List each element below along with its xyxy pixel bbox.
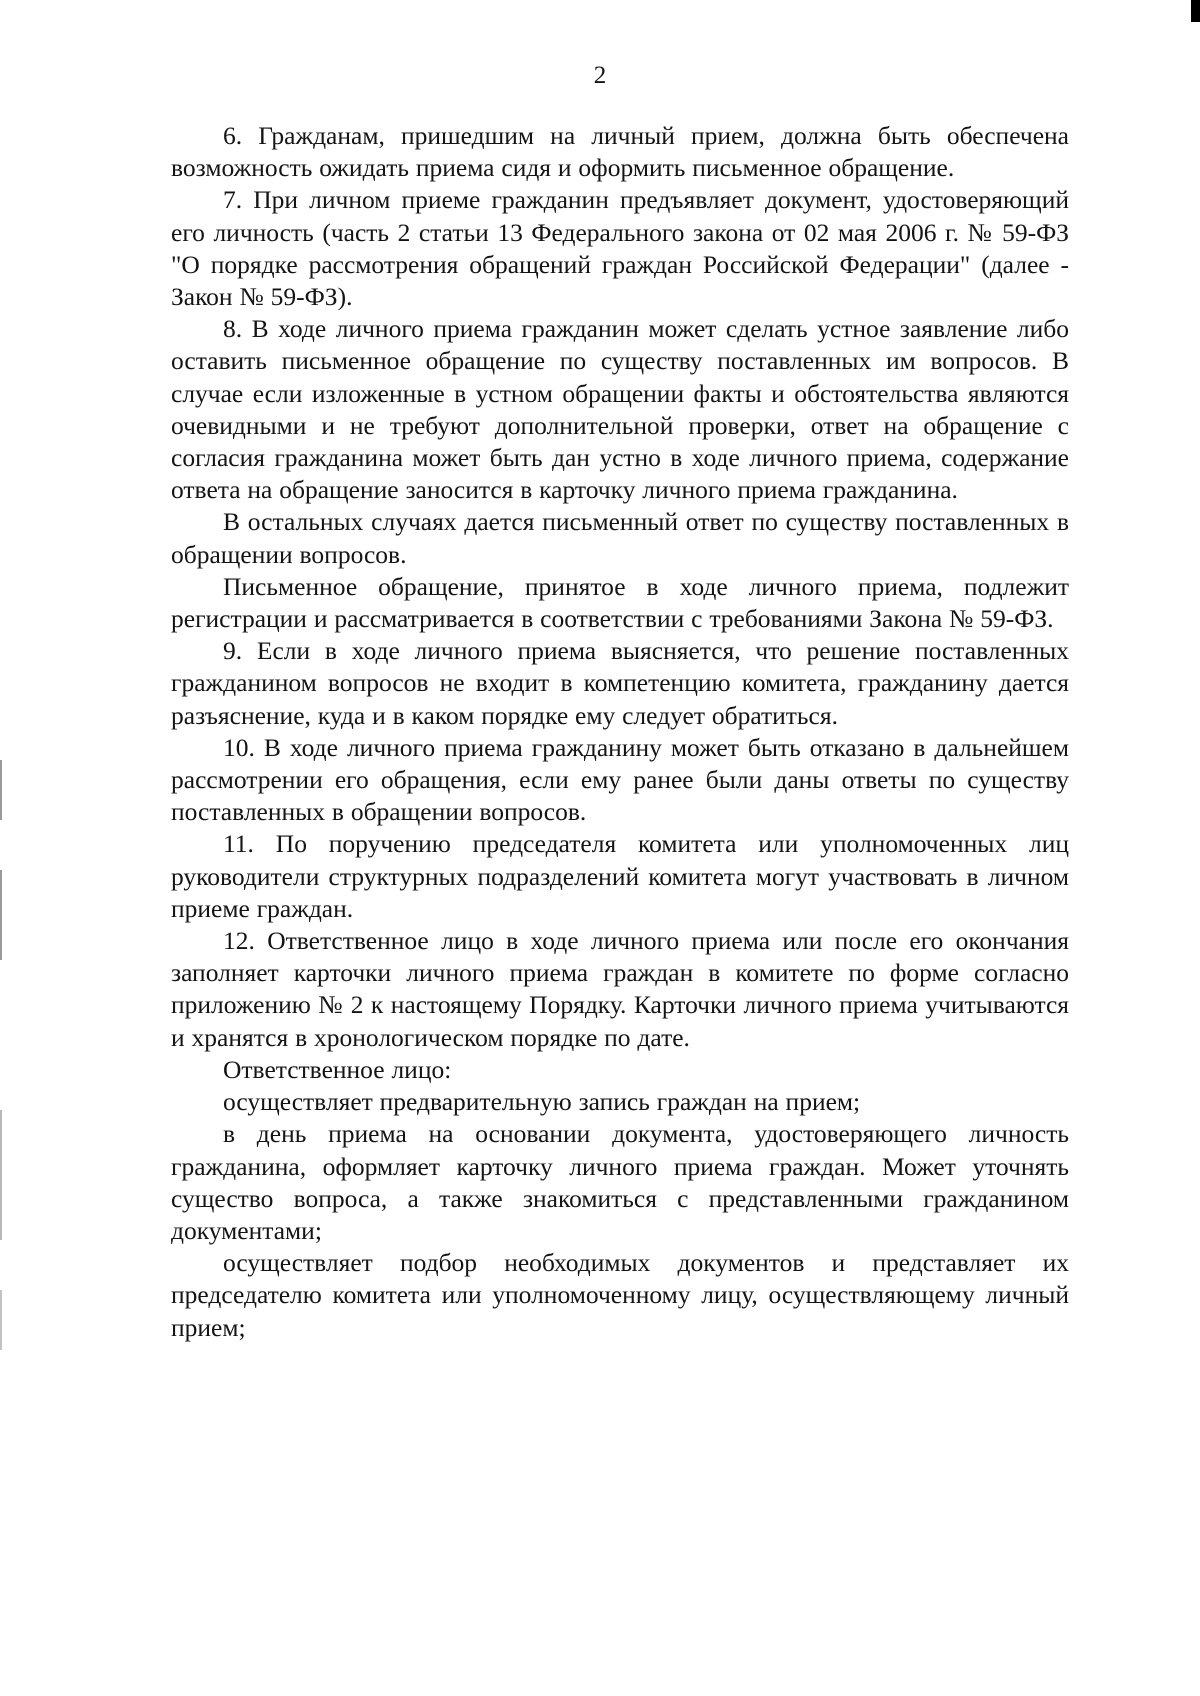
scan-edge-line xyxy=(0,870,2,960)
responsible-person-heading: Ответственное лицо: xyxy=(223,1054,452,1084)
duty-pre-registration: осуществляет предварительную запись граждан на прием; xyxy=(223,1087,861,1117)
paragraph-8-registration: Письменное обращение, принятое в ходе личного приема, подлежит регистрации и рассматривается в соответствии с требованиями Закона № 59-ФЗ. xyxy=(171,571,1069,634)
document-body xyxy=(171,120,1069,1344)
paragraph-6: 6. Гражданам, пришедшим на личный прием, должна быть обеспечена возможность ожидать приема сидя и оформить письменное обращение. xyxy=(171,121,1069,183)
paragraph-8: 8. В ходе личного приема гражданин может сделать устное заявление либо оставить письменное обращение по существу поставленных им вопросов. В случае если изложенные в устном обращении факты и обстоятельства являются очевидными и не требуют дополнительной проверки, ответ на обращение с согласия гражданина может быть дан устно в ходе личного приема, содержание ответа на обращение заносится в карточку личного приема гражданина. xyxy=(171,314,1069,505)
paragraph-9: 9. Если в ходе личного приема выясняется, что решение поставленных гражданином вопросов не входит в компетенцию комитета, гражданину дается разъяснение, куда и в каком порядке ему следует обратиться. xyxy=(171,636,1069,730)
scan-edge-line xyxy=(0,1110,2,1240)
paragraph-7: 7. При личном приеме гражданин предъявляет документ, удостоверяющий его личность (часть 2 статьи 13 Федерального закона от 02 мая 2006 г. № 59-ФЗ "О порядке рассмотрения обращений граждан Российской Федерации" (далее - Закон № 59-ФЗ). xyxy=(171,185,1069,312)
paragraph-10: 10. В ходе личного приема гражданину может быть отказано в дальнейшем рассмотрении его обращения, если ему ранее были даны ответы по существу поставленных в обращении вопросов. xyxy=(171,732,1069,827)
paragraph-8-written-answer: В остальных случаях дается письменный ответ по существу поставленных в обращении вопросов. xyxy=(171,507,1069,569)
scan-edge-line xyxy=(0,760,2,820)
scan-edge-mark xyxy=(1191,0,1200,22)
scan-edge-line xyxy=(0,1290,2,1350)
page-number: 2 xyxy=(593,62,607,89)
paragraph-12: 12. Ответственное лицо в ходе личного приема или после его окончания заполняет карточки личного приема граждан в комитете по форме согласно приложению № 2 к настоящему Порядку. Карточки личного приема учитываются и хранятся в хронологическом порядке по дате. xyxy=(171,926,1069,1052)
paragraph-11: 11. По поручению председателя комитета или уполномоченных лиц руководители структурных подразделений комитета могут участвовать в личном приеме граждан. xyxy=(171,829,1069,923)
duty-card-registration: в день приема на основании документа, удостоверяющего личность гражданина, оформляет карточку личного приема граждан. Может уточнять существо вопроса, а также знакомиться с представленными гражданином документами; xyxy=(171,1119,1069,1245)
duty-document-selection: осуществляет подбор необходимых документов и представляет их председателю комитета или уполномоченному лицу, осуществляющему личный прием; xyxy=(171,1248,1069,1342)
